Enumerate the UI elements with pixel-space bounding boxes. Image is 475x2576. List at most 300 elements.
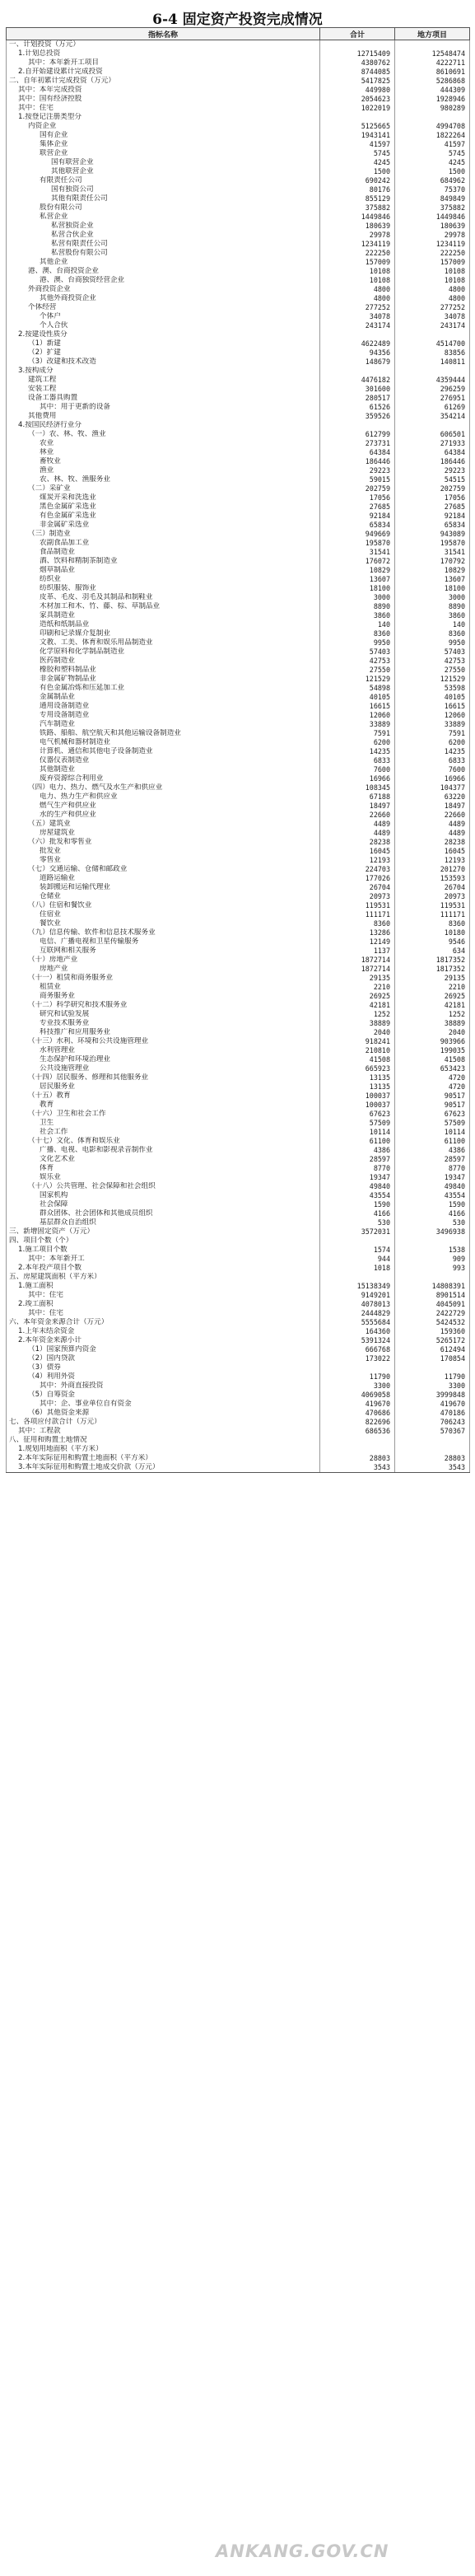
- row-local: 57403: [395, 648, 470, 657]
- row-label: 其中：国有经济控股: [7, 95, 320, 104]
- row-total: 3572031: [320, 1227, 395, 1237]
- row-local: 90517: [395, 1101, 470, 1110]
- row-label: 皮革、毛皮、羽毛及其制品和制鞋业: [7, 593, 320, 602]
- table-row: [7, 1001, 470, 1010]
- row-local: 1817352: [395, 956, 470, 965]
- row-local: 2040: [395, 1028, 470, 1037]
- row-total: 57509: [320, 1119, 395, 1128]
- row-total: 202759: [320, 484, 395, 493]
- row-local: 4994708: [395, 122, 470, 131]
- row-label: 广播、电视、电影和影视录音制作业: [7, 1146, 320, 1155]
- row-total: 111171: [320, 910, 395, 919]
- row-local: [395, 421, 470, 430]
- row-label: 三、新增固定资产（万元）: [7, 1227, 320, 1237]
- row-total: 157009: [320, 258, 395, 267]
- table-row: [7, 512, 470, 521]
- row-label: 2.按建设性质分: [7, 330, 320, 339]
- row-label: 1.施工项目个数: [7, 1246, 320, 1255]
- row-label: 4.按国民经济行业分: [7, 421, 320, 430]
- row-total: 177026: [320, 874, 395, 883]
- row-label: 医药制造业: [7, 657, 320, 666]
- row-local: 202759: [395, 484, 470, 493]
- row-local: 90517: [395, 1092, 470, 1101]
- row-local: 63220: [395, 792, 470, 802]
- row-label: 酒、饮料和精制茶制造业: [7, 557, 320, 566]
- row-local: [395, 1237, 470, 1246]
- row-local: 140: [395, 620, 470, 629]
- table-row: [7, 475, 470, 484]
- row-local: 8610691: [395, 68, 470, 77]
- row-label: 农、林、牧、渔服务业: [7, 475, 320, 484]
- row-local: 65834: [395, 521, 470, 530]
- row-local: 1590: [395, 1200, 470, 1209]
- row-total: 67188: [320, 792, 395, 802]
- row-label: 股份有限公司: [7, 203, 320, 213]
- row-total: 140: [320, 620, 395, 629]
- row-local: 14235: [395, 747, 470, 756]
- table-row: [7, 113, 470, 122]
- row-label: （十一）租赁和商务服务业: [7, 974, 320, 983]
- table-row: [7, 122, 470, 131]
- row-total: 1872714: [320, 965, 395, 974]
- table-row: [7, 358, 470, 367]
- table-row: [7, 1345, 470, 1354]
- row-total: 13607: [320, 575, 395, 584]
- table-row: [7, 104, 470, 113]
- row-label: 其他外商投资企业: [7, 294, 320, 303]
- row-label: 道路运输业: [7, 874, 320, 883]
- row-label: 外商投资企业: [7, 285, 320, 294]
- row-label: 零售业: [7, 856, 320, 865]
- row-local: 1449846: [395, 213, 470, 222]
- row-total: 18100: [320, 584, 395, 593]
- row-local: 111171: [395, 910, 470, 919]
- row-total: 28803: [320, 1454, 395, 1463]
- table-row: [7, 1400, 470, 1409]
- row-local: 653423: [395, 1064, 470, 1073]
- row-label: 其中：本年新开工: [7, 1255, 320, 1264]
- table-row: [7, 765, 470, 774]
- row-local: [395, 330, 470, 339]
- row-local: 4166: [395, 1209, 470, 1218]
- row-total: 1590: [320, 1200, 395, 1209]
- row-local: 33889: [395, 720, 470, 729]
- row-local: 2422729: [395, 1309, 470, 1318]
- row-local: 20973: [395, 892, 470, 901]
- row-label: 1.规划用地面积（平方米）: [7, 1445, 320, 1454]
- table-row: [7, 1055, 470, 1064]
- row-total: 13286: [320, 928, 395, 937]
- row-local: 4245: [395, 158, 470, 167]
- row-total: 54898: [320, 684, 395, 693]
- row-local: 222250: [395, 249, 470, 258]
- table-row: [7, 983, 470, 992]
- row-label: 造纸和纸制品业: [7, 620, 320, 629]
- row-local: 12548474: [395, 49, 470, 58]
- table-row: [7, 1327, 470, 1336]
- row-total: [320, 367, 395, 376]
- table-row: [7, 276, 470, 285]
- table-row: [7, 1273, 470, 1282]
- row-total: 9149201: [320, 1291, 395, 1300]
- table-row: [7, 1182, 470, 1191]
- row-local: 41508: [395, 1055, 470, 1064]
- row-label: （一）农、林、牧、渔业: [7, 430, 320, 439]
- row-total: [320, 1237, 395, 1246]
- row-total: 4800: [320, 285, 395, 294]
- row-local: 470186: [395, 1409, 470, 1418]
- table-row: [7, 638, 470, 648]
- table-row: [7, 1092, 470, 1101]
- row-local: 53598: [395, 684, 470, 693]
- row-total: 3543: [320, 1463, 395, 1473]
- row-local: 444309: [395, 86, 470, 95]
- row-label: （八）住宿和餐饮业: [7, 901, 320, 910]
- row-local: 4045091: [395, 1300, 470, 1309]
- row-local: 67623: [395, 1110, 470, 1119]
- table-row: [7, 648, 470, 657]
- row-total: 15138349: [320, 1282, 395, 1291]
- row-label: 2.竣工面积: [7, 1300, 320, 1309]
- row-local: 3496938: [395, 1227, 470, 1237]
- row-local: 612494: [395, 1345, 470, 1354]
- row-total: 210810: [320, 1046, 395, 1055]
- table-row: [7, 530, 470, 539]
- row-local: 75370: [395, 185, 470, 194]
- table-row: [7, 1218, 470, 1227]
- table-row: [7, 548, 470, 557]
- row-label: 房地产业: [7, 965, 320, 974]
- row-label: 其中：本年完成投资: [7, 86, 320, 95]
- table-row: [7, 1372, 470, 1382]
- row-total: 148679: [320, 358, 395, 367]
- row-total: 28597: [320, 1155, 395, 1164]
- table-row: [7, 756, 470, 765]
- table-row: [7, 484, 470, 493]
- row-local: 4800: [395, 285, 470, 294]
- table-row: [7, 95, 470, 104]
- table-row: [7, 1110, 470, 1119]
- row-local: 375882: [395, 203, 470, 213]
- table-row: [7, 666, 470, 675]
- table-row: [7, 947, 470, 956]
- row-label: 公共设施管理业: [7, 1064, 320, 1073]
- row-label: （十五）教育: [7, 1092, 320, 1101]
- row-local: 10829: [395, 566, 470, 575]
- row-local: 38889: [395, 1019, 470, 1028]
- row-label: 装卸搬运和运输代理业: [7, 883, 320, 892]
- table-row: [7, 412, 470, 421]
- row-total: 61526: [320, 403, 395, 412]
- row-total: 1872714: [320, 956, 395, 965]
- row-local: 140811: [395, 358, 470, 367]
- table-row: [7, 838, 470, 847]
- header-indicator: 指标名称: [7, 28, 320, 40]
- row-local: 4800: [395, 294, 470, 303]
- row-total: 34078: [320, 312, 395, 321]
- row-total: 8770: [320, 1164, 395, 1173]
- row-total: 4386: [320, 1146, 395, 1155]
- row-local: 4359444: [395, 376, 470, 385]
- row-local: 42753: [395, 657, 470, 666]
- table-row: [7, 439, 470, 448]
- row-local: 1928946: [395, 95, 470, 104]
- row-local: 157009: [395, 258, 470, 267]
- row-label: 私营企业: [7, 213, 320, 222]
- table-row: [7, 811, 470, 820]
- table-row: [7, 901, 470, 910]
- row-local: 9546: [395, 937, 470, 947]
- row-local: 8890: [395, 602, 470, 611]
- row-label: 国有独资公司: [7, 185, 320, 194]
- table-row: [7, 68, 470, 77]
- row-label: （1）新建: [7, 339, 320, 348]
- row-local: 570367: [395, 1427, 470, 1436]
- table-row: [7, 1382, 470, 1391]
- row-label: （2）扩建: [7, 348, 320, 358]
- row-total: 27550: [320, 666, 395, 675]
- table-row: [7, 1010, 470, 1019]
- row-local: 8360: [395, 919, 470, 928]
- row-local: 1252: [395, 1010, 470, 1019]
- row-total: 20973: [320, 892, 395, 901]
- row-label: （5）自筹资金: [7, 1391, 320, 1400]
- row-label: 非金属矿采选业: [7, 521, 320, 530]
- row-total: 29135: [320, 974, 395, 983]
- row-label: 其中：住宅: [7, 104, 320, 113]
- row-label: 有色金属矿采选业: [7, 512, 320, 521]
- row-local: 83856: [395, 348, 470, 358]
- row-local: 29978: [395, 231, 470, 240]
- row-total: 26704: [320, 883, 395, 892]
- row-total: 14235: [320, 747, 395, 756]
- row-local: 34078: [395, 312, 470, 321]
- row-label: 其中：住宅: [7, 1291, 320, 1300]
- table-row: [7, 1282, 470, 1291]
- table-row: [7, 503, 470, 512]
- table-row: [7, 176, 470, 185]
- row-local: 92184: [395, 512, 470, 521]
- row-label: （3）改建和技术改造: [7, 358, 320, 367]
- row-total: [320, 40, 395, 50]
- row-label: 畜牧业: [7, 457, 320, 466]
- row-local: 606501: [395, 430, 470, 439]
- row-label: 其中：工程款: [7, 1427, 320, 1436]
- row-local: 3860: [395, 611, 470, 620]
- row-total: 12193: [320, 856, 395, 865]
- header-total: 合计: [320, 28, 395, 40]
- table-row: [7, 1119, 470, 1128]
- row-total: 665923: [320, 1064, 395, 1073]
- row-local: 276951: [395, 394, 470, 403]
- table-row: [7, 1237, 470, 1246]
- row-total: 92184: [320, 512, 395, 521]
- row-label: 社会工作: [7, 1128, 320, 1137]
- table-row: [7, 1137, 470, 1146]
- row-local: 17056: [395, 493, 470, 503]
- row-label: 木材加工和木、竹、藤、棕、草制品业: [7, 602, 320, 611]
- row-total: 2054623: [320, 95, 395, 104]
- row-label: 2.本年实际征用和购置土地面积（平方米）: [7, 1454, 320, 1463]
- row-total: 186446: [320, 457, 395, 466]
- row-label: 国有联营企业: [7, 158, 320, 167]
- table-row: [7, 267, 470, 276]
- table-row: [7, 448, 470, 457]
- row-local: 49840: [395, 1182, 470, 1191]
- row-local: 186446: [395, 457, 470, 466]
- row-label: 仪器仪表制造业: [7, 756, 320, 765]
- table-row: [7, 1309, 470, 1318]
- table-row: [7, 684, 470, 693]
- row-total: 119531: [320, 901, 395, 910]
- row-local: 28597: [395, 1155, 470, 1164]
- row-label: 其中：企、事业单位自有资金: [7, 1400, 320, 1409]
- row-label: 住宿业: [7, 910, 320, 919]
- row-label: （3）债券: [7, 1363, 320, 1372]
- row-label: 安装工程: [7, 385, 320, 394]
- row-total: [320, 1445, 395, 1454]
- row-local: 3543: [395, 1463, 470, 1473]
- row-label: 汽车制造业: [7, 720, 320, 729]
- row-local: [395, 1273, 470, 1282]
- row-local: 993: [395, 1264, 470, 1273]
- row-local: 27550: [395, 666, 470, 675]
- row-total: [320, 1273, 395, 1282]
- row-local: [395, 367, 470, 376]
- row-total: 41597: [320, 140, 395, 149]
- table-row: [7, 312, 470, 321]
- table-row: [7, 711, 470, 720]
- row-label: （九）信息传输、软件和信息技术服务业: [7, 928, 320, 937]
- row-total: 612799: [320, 430, 395, 439]
- row-label: 娱乐业: [7, 1173, 320, 1182]
- table-row: [7, 49, 470, 58]
- row-label: （五）建筑业: [7, 820, 320, 829]
- row-total: 3300: [320, 1382, 395, 1391]
- row-total: 80176: [320, 185, 395, 194]
- row-label: 化学原料和化学制品制造业: [7, 648, 320, 657]
- row-total: 8744085: [320, 68, 395, 77]
- table-row: [7, 294, 470, 303]
- row-total: 1234119: [320, 240, 395, 249]
- row-label: 批发业: [7, 847, 320, 856]
- row-local: 18100: [395, 584, 470, 593]
- row-label: （二）采矿业: [7, 484, 320, 493]
- row-label: 煤炭开采和洗选业: [7, 493, 320, 503]
- row-label: 居民服务业: [7, 1082, 320, 1092]
- row-total: 301600: [320, 385, 395, 394]
- row-total: [320, 330, 395, 339]
- row-label: 设备工器具购置: [7, 394, 320, 403]
- row-total: 16966: [320, 774, 395, 783]
- table-row: [7, 874, 470, 883]
- table-row: [7, 1173, 470, 1182]
- row-total: 4476182: [320, 376, 395, 385]
- row-label: 1.按登记注册类型分: [7, 113, 320, 122]
- investment-table: [6, 27, 470, 1473]
- row-label: （七）交通运输、仓储和邮政业: [7, 865, 320, 874]
- row-total: 1449846: [320, 213, 395, 222]
- table-row: [7, 747, 470, 756]
- row-total: 38889: [320, 1019, 395, 1028]
- table-row: [7, 1200, 470, 1209]
- row-label: 文化艺术业: [7, 1155, 320, 1164]
- row-local: 6200: [395, 738, 470, 747]
- row-total: 16045: [320, 847, 395, 856]
- row-total: 7591: [320, 729, 395, 738]
- row-local: 31541: [395, 548, 470, 557]
- row-total: 1252: [320, 1010, 395, 1019]
- row-total: 10114: [320, 1128, 395, 1137]
- row-label: 燃气生产和供应业: [7, 802, 320, 811]
- table-row: [7, 720, 470, 729]
- row-label: 家具制造业: [7, 611, 320, 620]
- table-row: [7, 611, 470, 620]
- row-total: 28238: [320, 838, 395, 847]
- row-label: 3.按构成分: [7, 367, 320, 376]
- row-total: 195870: [320, 539, 395, 548]
- row-label: 2.本年资金来源小计: [7, 1336, 320, 1345]
- table-row: [7, 231, 470, 240]
- row-label: 电气机械和器材制造业: [7, 738, 320, 747]
- row-total: 8360: [320, 919, 395, 928]
- row-label: 专用设备制造业: [7, 711, 320, 720]
- table-row: [7, 1064, 470, 1073]
- table-row: [7, 629, 470, 638]
- table-row: [7, 1227, 470, 1237]
- row-label: 通用设备制造业: [7, 702, 320, 711]
- row-local: 8770: [395, 1164, 470, 1173]
- row-local: 43554: [395, 1191, 470, 1200]
- row-local: 54515: [395, 475, 470, 484]
- row-total: [320, 1363, 395, 1372]
- row-local: 26704: [395, 883, 470, 892]
- table-row: [7, 883, 470, 892]
- row-label: 专业技术服务业: [7, 1019, 320, 1028]
- table-row: [7, 1146, 470, 1155]
- row-local: 16045: [395, 847, 470, 856]
- row-local: 61269: [395, 403, 470, 412]
- table-row: [7, 430, 470, 439]
- row-total: 12149: [320, 937, 395, 947]
- row-total: 180639: [320, 222, 395, 231]
- table-row: [7, 829, 470, 838]
- row-local: 3000: [395, 593, 470, 602]
- row-total: 43554: [320, 1191, 395, 1200]
- row-label: 文教、工美、体育和娱乐用品制造业: [7, 638, 320, 648]
- table-row: [7, 1418, 470, 1427]
- row-local: 3300: [395, 1382, 470, 1391]
- row-total: 17056: [320, 493, 395, 503]
- row-local: 943089: [395, 530, 470, 539]
- row-total: 164360: [320, 1327, 395, 1336]
- table-row: [7, 919, 470, 928]
- row-label: 渔业: [7, 466, 320, 475]
- table-row: [7, 1028, 470, 1037]
- table-row: [7, 1209, 470, 1218]
- table-row: [7, 1082, 470, 1092]
- table-row: [7, 348, 470, 358]
- row-label: 橡胶和塑料制品业: [7, 666, 320, 675]
- row-label: 港、澳、台商独资经营企业: [7, 276, 320, 285]
- row-local: 3999848: [395, 1391, 470, 1400]
- table-row: [7, 856, 470, 865]
- row-label: 农业: [7, 439, 320, 448]
- row-total: 7600: [320, 765, 395, 774]
- row-local: 64384: [395, 448, 470, 457]
- row-label: 2.本年投产项目个数: [7, 1264, 320, 1273]
- table-row: [7, 1363, 470, 1372]
